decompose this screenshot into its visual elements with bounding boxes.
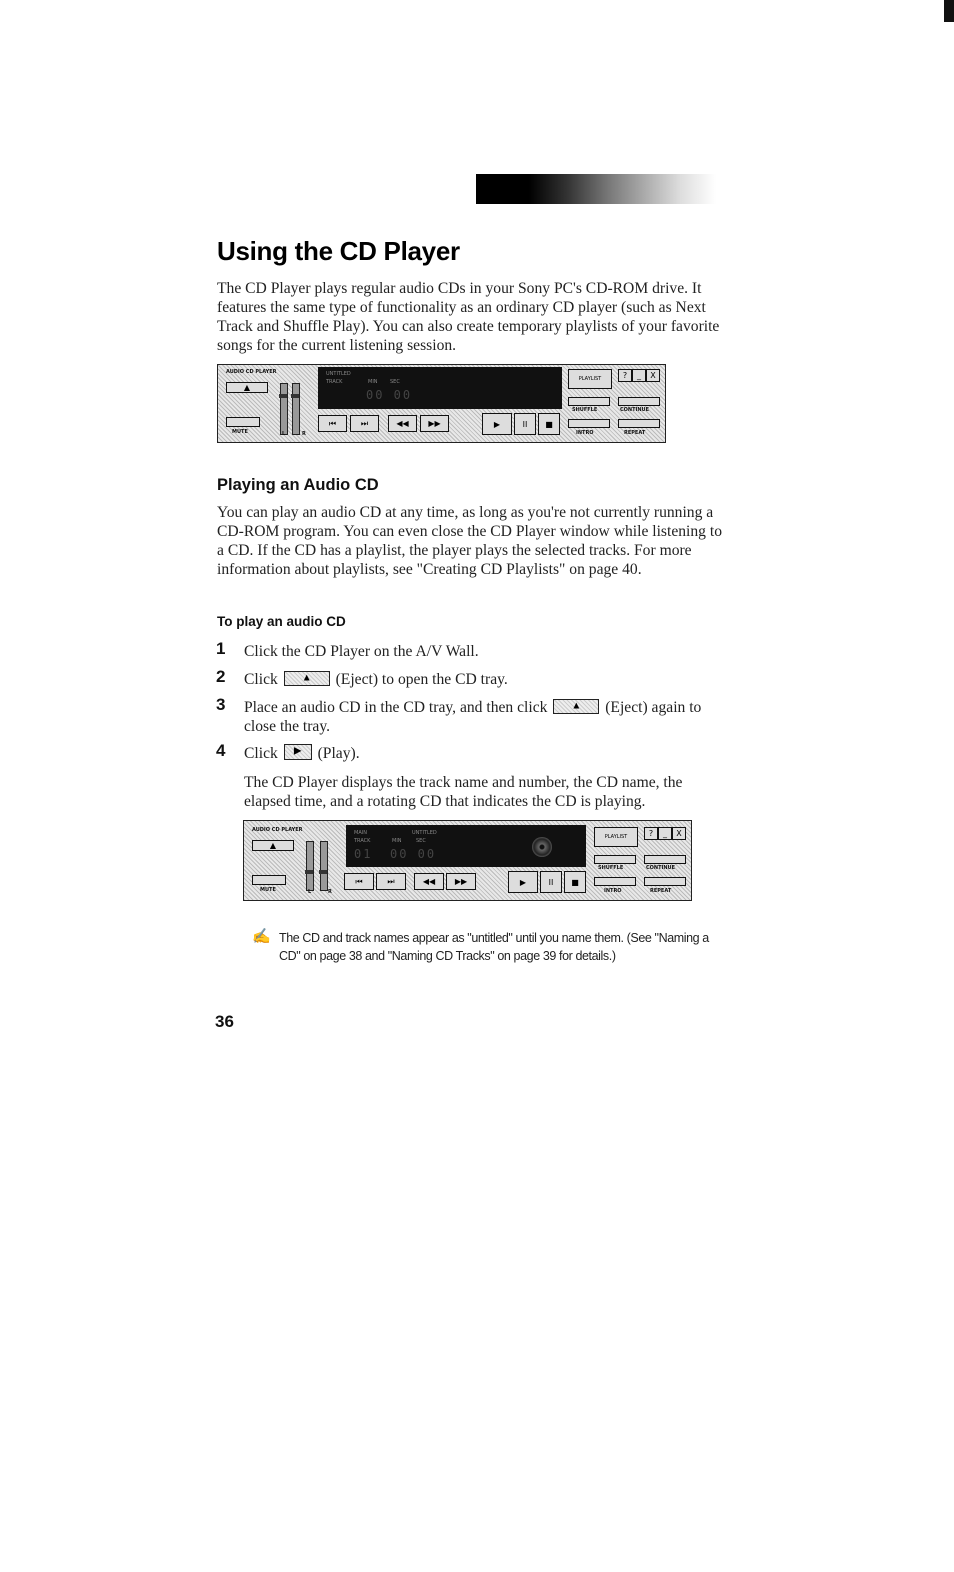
crop-mark bbox=[944, 0, 954, 22]
minimize-button[interactable] bbox=[632, 369, 646, 382]
step-number: 1 bbox=[216, 639, 226, 658]
step-text-before: Click bbox=[244, 745, 278, 762]
stop-icon: ■ bbox=[545, 419, 553, 429]
stop-button[interactable] bbox=[538, 413, 560, 435]
step-number: 4 bbox=[216, 741, 226, 760]
mute-label: MUTE bbox=[260, 887, 276, 893]
pause-button[interactable] bbox=[540, 871, 562, 893]
continue-label: CONTINUE bbox=[620, 407, 650, 413]
minimize-button[interactable] bbox=[658, 827, 672, 840]
step-text bbox=[244, 744, 724, 763]
display-mode-label: MAIN bbox=[354, 830, 367, 836]
step-text-after: (Eject) to open the CD tray. bbox=[335, 671, 508, 688]
next-icon: ⏭ bbox=[387, 876, 395, 886]
play-button-inline bbox=[284, 744, 312, 760]
playlist-label: PLAYLIST bbox=[604, 834, 628, 840]
left-volume-slider[interactable] bbox=[280, 383, 288, 435]
display-cd-name: UNTITLED bbox=[326, 371, 351, 377]
shuffle-button[interactable] bbox=[594, 855, 636, 864]
close-button[interactable] bbox=[672, 827, 686, 840]
left-label: L bbox=[308, 889, 312, 895]
mute-label: MUTE bbox=[232, 429, 248, 435]
right-volume-slider[interactable] bbox=[320, 841, 328, 891]
eject-icon: ▲ bbox=[301, 672, 312, 684]
prev-track-button[interactable] bbox=[318, 415, 347, 432]
intro-label: INTRO bbox=[576, 430, 594, 436]
stop-icon: ■ bbox=[571, 877, 579, 887]
eject-icon: ▲ bbox=[571, 700, 582, 712]
rewind-button[interactable] bbox=[388, 415, 417, 432]
display-sec-label: SEC bbox=[390, 379, 400, 385]
step-text-before: Click bbox=[244, 671, 278, 688]
rewind-icon: ◀◀ bbox=[396, 419, 409, 428]
rewind-icon: ◀◀ bbox=[422, 877, 436, 886]
display-track-label: TRACK bbox=[326, 379, 343, 385]
step-text bbox=[244, 670, 724, 689]
step-number: 3 bbox=[216, 695, 226, 714]
play-button[interactable] bbox=[508, 871, 538, 893]
step-text-before: Place an audio CD in the CD tray, and then click bbox=[244, 699, 548, 716]
intro-button[interactable] bbox=[594, 877, 636, 886]
cd-player-screenshot-1 bbox=[217, 364, 666, 443]
next-track-button[interactable] bbox=[376, 873, 406, 890]
repeat-button[interactable] bbox=[644, 877, 686, 886]
repeat-button[interactable] bbox=[618, 419, 660, 428]
mute-button[interactable] bbox=[226, 417, 260, 427]
continue-label: CONTINUE bbox=[646, 865, 676, 871]
display-cd-name: UNTITLED bbox=[412, 830, 437, 836]
display-track-number: 01 bbox=[354, 847, 373, 861]
continue-button[interactable] bbox=[644, 855, 686, 864]
left-volume-slider[interactable] bbox=[306, 841, 314, 891]
prev-icon: ⏮ bbox=[328, 418, 337, 428]
play-button[interactable] bbox=[482, 413, 512, 435]
help-icon: ? bbox=[622, 371, 628, 380]
shuffle-button[interactable] bbox=[568, 397, 610, 406]
eject-button[interactable] bbox=[252, 840, 294, 851]
close-icon: X bbox=[676, 829, 682, 838]
display-min-label: MIN bbox=[368, 379, 378, 385]
step-text: Click the CD Player on the A/V Wall. bbox=[244, 643, 479, 660]
header-gradient-bar bbox=[476, 174, 716, 204]
cd-player-screenshot-2 bbox=[243, 820, 692, 901]
shuffle-label: SHUFFLE bbox=[598, 865, 624, 871]
play-icon: ▶ bbox=[493, 419, 501, 429]
player-display bbox=[318, 367, 562, 409]
eject-button[interactable] bbox=[226, 382, 268, 393]
display-time: 00 00 bbox=[390, 847, 437, 861]
display-sec-label: SEC bbox=[416, 838, 426, 844]
section-heading: Playing an Audio CD bbox=[217, 476, 379, 494]
intro-paragraph: The CD Player plays regular audio CDs in your Sony PC's CD-ROM drive. It features the same type of functionality as an ordinary CD player (such as Next Track and Shuffle Play). You can also create temporary playlists of your favorite songs for the current listening session. bbox=[217, 280, 720, 354]
fast-forward-button[interactable] bbox=[420, 415, 449, 432]
rotating-cd-icon bbox=[532, 837, 552, 857]
page-number: 36 bbox=[215, 1012, 234, 1031]
prev-track-button[interactable] bbox=[344, 873, 374, 890]
right-label: R bbox=[328, 889, 332, 895]
next-icon: ⏭ bbox=[360, 418, 369, 428]
help-button[interactable] bbox=[618, 369, 632, 382]
eject-button-inline bbox=[553, 699, 599, 714]
player-title: AUDIO CD PLAYER bbox=[226, 369, 277, 375]
play-icon: ▶ bbox=[293, 745, 302, 757]
play-icon: ▶ bbox=[519, 877, 527, 887]
procedure-heading: To play an audio CD bbox=[217, 614, 346, 629]
close-icon: X bbox=[650, 371, 656, 380]
intro-label: INTRO bbox=[604, 888, 622, 894]
intro-button[interactable] bbox=[568, 419, 610, 428]
display-track-label: TRACK bbox=[354, 838, 371, 844]
mute-button[interactable] bbox=[252, 875, 286, 885]
pause-icon: II bbox=[548, 877, 554, 887]
display-time: 00 00 bbox=[366, 388, 413, 402]
shuffle-label: SHUFFLE bbox=[572, 407, 598, 413]
playlist-label: PLAYLIST bbox=[578, 376, 602, 382]
eject-icon: ▲ bbox=[243, 383, 251, 392]
playlist-button[interactable] bbox=[594, 827, 638, 847]
page-title: Using the CD Player bbox=[217, 236, 460, 266]
minimize-icon: _ bbox=[663, 829, 667, 838]
left-label: L bbox=[282, 431, 286, 437]
repeat-label: REPEAT bbox=[624, 430, 646, 436]
step-text-after: (Eject) again to close the tray. bbox=[244, 699, 702, 735]
playlist-button[interactable] bbox=[568, 369, 612, 389]
eject-icon: ▲ bbox=[269, 841, 277, 850]
continue-button[interactable] bbox=[618, 397, 660, 406]
player-title: AUDIO CD PLAYER bbox=[252, 827, 303, 833]
eject-button-inline bbox=[284, 671, 330, 686]
note-text: The CD and track names appear as "untitled" until you name them. (See "Naming a CD" on page 38 and "Naming CD Tracks" on page 39 for details.) bbox=[279, 931, 709, 963]
player-display bbox=[346, 825, 586, 867]
result-paragraph: The CD Player displays the track name and number, the CD name, the elapsed time, and a rotating CD that indicates the CD is playing. bbox=[244, 774, 683, 810]
right-label: R bbox=[302, 431, 306, 437]
step-text bbox=[244, 698, 724, 736]
next-track-button[interactable] bbox=[350, 415, 379, 432]
display-min-label: MIN bbox=[392, 838, 402, 844]
step-number: 2 bbox=[216, 667, 226, 686]
close-button[interactable] bbox=[646, 369, 660, 382]
stop-button[interactable] bbox=[564, 871, 586, 893]
step-text-after: (Play). bbox=[317, 745, 360, 762]
fast-forward-icon: ▶▶ bbox=[428, 419, 441, 428]
rewind-button[interactable] bbox=[414, 873, 444, 890]
prev-icon: ⏮ bbox=[355, 876, 363, 886]
section-paragraph: You can play an audio CD at any time, as long as you're not currently running a CD-ROM program. You can even close the CD Player window while listening to a CD. If the CD has a playlist, the player plays the selected tracks. For more information about playlists, see "Creating CD Playlists" on page 40. bbox=[217, 504, 722, 578]
pause-icon: II bbox=[522, 419, 528, 429]
help-button[interactable] bbox=[644, 827, 658, 840]
fast-forward-button[interactable] bbox=[446, 873, 476, 890]
repeat-label: REPEAT bbox=[650, 888, 672, 894]
right-volume-slider[interactable] bbox=[292, 383, 300, 435]
minimize-icon: _ bbox=[637, 371, 641, 380]
note-pencil-icon: ✍ bbox=[252, 929, 271, 945]
help-icon: ? bbox=[648, 829, 654, 838]
pause-button[interactable] bbox=[514, 413, 536, 435]
fast-forward-icon: ▶▶ bbox=[454, 877, 468, 886]
